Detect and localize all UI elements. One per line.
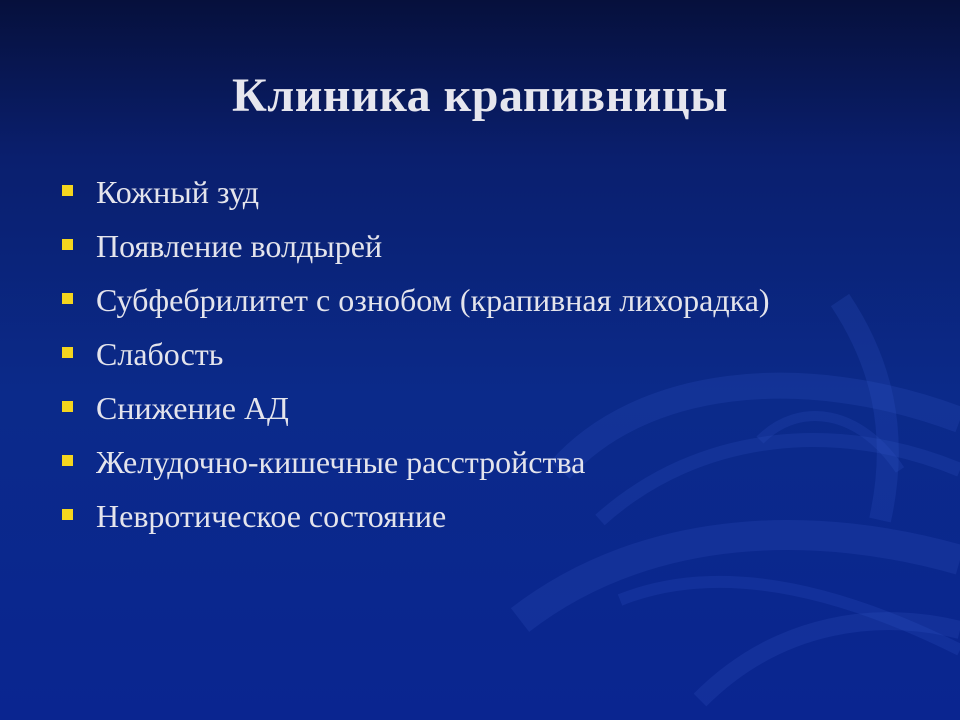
- list-item-text: Желудочно-кишечные расстройства: [96, 444, 586, 480]
- slide-title: Клиника крапивницы: [231, 69, 729, 122]
- list-item: [60, 334, 840, 374]
- list-item-text: Субфебрилитет с ознобом (крапивная лихорадка): [96, 282, 770, 318]
- list-item-text: Слабость: [96, 336, 224, 372]
- list-item: [60, 280, 840, 320]
- bullet-list: [60, 172, 840, 550]
- list-item-text: Появление волдырей: [96, 228, 383, 264]
- list-item-text: Снижение АД: [96, 390, 289, 426]
- square-bullet-icon: [62, 347, 73, 358]
- list-item: [60, 496, 840, 536]
- square-bullet-icon: [62, 185, 73, 196]
- list-item: [60, 442, 840, 482]
- list-item-text: Кожный зуд: [96, 174, 260, 210]
- list-item-text: Невротическое состояние: [96, 498, 447, 534]
- square-bullet-icon: [62, 293, 73, 304]
- list-item: [60, 226, 840, 266]
- square-bullet-icon: [62, 455, 73, 466]
- square-bullet-icon: [62, 509, 73, 520]
- list-item: [60, 172, 840, 212]
- square-bullet-icon: [62, 239, 73, 250]
- list-item: [60, 388, 840, 428]
- square-bullet-icon: [62, 401, 73, 412]
